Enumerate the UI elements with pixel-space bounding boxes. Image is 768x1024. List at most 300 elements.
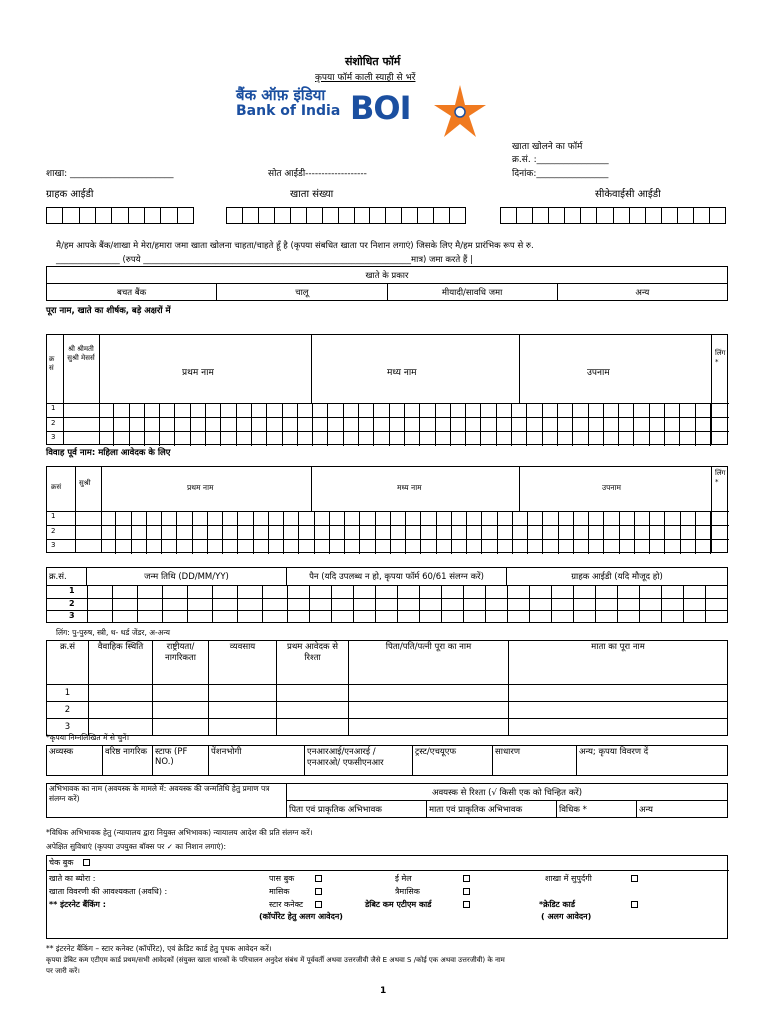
char-box[interactable] [617, 586, 639, 598]
char-box[interactable] [589, 511, 604, 525]
cell[interactable] [349, 719, 509, 736]
char-box[interactable] [574, 540, 589, 554]
char-box[interactable] [114, 432, 129, 446]
char-box[interactable] [345, 511, 360, 525]
char-box[interactable] [595, 611, 617, 623]
category-minor[interactable]: अव्यस्क [47, 746, 103, 776]
char-box[interactable] [267, 403, 282, 417]
char-box[interactable] [467, 540, 482, 554]
char-box[interactable] [101, 511, 116, 525]
char-box[interactable] [650, 403, 665, 417]
char-box[interactable] [223, 526, 238, 540]
char-box[interactable] [705, 611, 727, 623]
char-box[interactable] [482, 511, 497, 525]
char-box[interactable] [543, 418, 558, 432]
cell[interactable] [153, 719, 209, 736]
char-box[interactable] [528, 511, 543, 525]
category-other[interactable]: अन्य; कृपया विवरण दें [577, 746, 728, 776]
char-box[interactable] [162, 511, 177, 525]
char-box[interactable] [374, 403, 389, 417]
char-box[interactable] [315, 511, 330, 525]
char-box[interactable] [619, 403, 634, 417]
char-box[interactable] [331, 611, 353, 623]
char-box[interactable] [309, 586, 331, 598]
char-box[interactable] [574, 511, 589, 525]
monthly-option[interactable] [269, 886, 289, 897]
char-box[interactable] [191, 418, 206, 432]
cell[interactable] [209, 719, 277, 736]
char-box[interactable] [681, 511, 696, 525]
char-box[interactable] [208, 526, 223, 540]
char-box[interactable] [620, 511, 635, 525]
char-box[interactable] [176, 418, 191, 432]
char-box[interactable] [419, 586, 441, 598]
char-box[interactable] [482, 540, 497, 554]
char-box[interactable] [391, 511, 406, 525]
char-box[interactable] [665, 403, 680, 417]
account-type-other[interactable]: अन्य [557, 284, 727, 301]
char-box[interactable] [375, 611, 397, 623]
char-box[interactable] [206, 403, 221, 417]
char-box[interactable] [87, 611, 112, 623]
char-box[interactable] [589, 418, 604, 432]
char-box[interactable] [604, 418, 619, 432]
char-box[interactable] [315, 526, 330, 540]
char-box[interactable] [573, 586, 595, 598]
char-box[interactable] [452, 526, 467, 540]
char-box[interactable] [176, 432, 191, 446]
char-box[interactable] [512, 432, 527, 446]
char-box[interactable] [573, 432, 588, 446]
char-box[interactable] [252, 432, 267, 446]
char-box[interactable] [283, 432, 298, 446]
char-box[interactable] [551, 611, 573, 623]
char-box[interactable] [254, 540, 269, 554]
char-box[interactable] [680, 418, 695, 432]
char-box[interactable] [223, 511, 238, 525]
char-box[interactable] [114, 403, 129, 417]
char-box[interactable] [573, 403, 588, 417]
cell[interactable] [89, 685, 153, 702]
char-box[interactable] [187, 586, 212, 598]
char-box[interactable] [376, 540, 391, 554]
char-box[interactable] [466, 403, 481, 417]
char-box[interactable] [191, 432, 206, 446]
char-box[interactable] [137, 586, 162, 598]
char-box[interactable] [116, 540, 131, 554]
char-box[interactable] [223, 540, 238, 554]
char-box[interactable] [208, 540, 223, 554]
char-box[interactable] [696, 526, 711, 540]
cell[interactable] [277, 685, 349, 702]
customer-id-boxes[interactable] [46, 207, 194, 224]
char-box[interactable] [696, 540, 711, 554]
char-box[interactable] [284, 526, 299, 540]
char-box[interactable] [436, 432, 451, 446]
char-box[interactable] [132, 540, 147, 554]
full-name-grid[interactable] [47, 403, 729, 445]
quarterly-checkbox[interactable] [463, 888, 470, 895]
char-box[interactable] [329, 403, 344, 417]
char-box[interactable] [344, 432, 359, 446]
char-box[interactable] [683, 611, 705, 623]
cell[interactable] [277, 702, 349, 719]
char-box[interactable] [206, 418, 221, 432]
char-box[interactable] [162, 526, 177, 540]
char-box[interactable] [665, 511, 680, 525]
char-box[interactable] [238, 540, 253, 554]
char-box[interactable] [330, 511, 345, 525]
char-box[interactable] [160, 418, 175, 432]
char-box[interactable] [482, 403, 497, 417]
char-box[interactable] [390, 418, 405, 432]
cell[interactable] [509, 719, 728, 736]
category-general[interactable]: साधारण [493, 746, 577, 776]
char-box[interactable] [130, 432, 145, 446]
monthly-checkbox[interactable] [315, 888, 322, 895]
char-box[interactable] [162, 586, 187, 598]
char-box[interactable] [187, 611, 212, 623]
char-box[interactable] [467, 526, 482, 540]
char-box[interactable] [360, 511, 375, 525]
char-box[interactable] [313, 418, 328, 432]
char-box[interactable] [101, 540, 116, 554]
char-box[interactable] [420, 432, 435, 446]
char-box[interactable] [604, 511, 619, 525]
char-box[interactable] [635, 511, 650, 525]
char-box[interactable] [635, 432, 650, 446]
char-box[interactable] [147, 540, 162, 554]
char-box[interactable] [650, 540, 665, 554]
char-box[interactable] [441, 586, 463, 598]
category-staff[interactable]: स्टाफ (PF NO.) [153, 746, 209, 776]
char-box[interactable] [329, 418, 344, 432]
account-type-term-deposit[interactable]: मीयादी/सावधि जमा [387, 284, 557, 301]
char-box[interactable] [498, 526, 513, 540]
char-box[interactable] [132, 526, 147, 540]
char-box[interactable] [451, 403, 466, 417]
char-box[interactable] [604, 432, 619, 446]
star-connect-checkbox[interactable] [315, 901, 322, 908]
char-box[interactable] [374, 432, 389, 446]
char-box[interactable] [147, 526, 162, 540]
char-box[interactable] [665, 432, 680, 446]
char-box[interactable] [267, 432, 282, 446]
char-box[interactable] [237, 586, 262, 598]
guardian-other[interactable]: अन्य [637, 801, 728, 818]
char-box[interactable] [589, 432, 604, 446]
char-box[interactable] [497, 432, 512, 446]
char-box[interactable] [507, 611, 529, 623]
char-box[interactable] [237, 432, 252, 446]
char-box[interactable] [512, 418, 527, 432]
char-box[interactable] [681, 540, 696, 554]
char-box[interactable] [269, 511, 284, 525]
account-type-savings[interactable]: बचत बैंक [47, 284, 217, 301]
char-box[interactable] [176, 403, 191, 417]
char-box[interactable] [466, 432, 481, 446]
char-box[interactable] [221, 418, 236, 432]
star-connect-option[interactable] [269, 899, 303, 910]
char-box[interactable] [635, 418, 650, 432]
char-box[interactable] [147, 511, 162, 525]
char-box[interactable] [543, 403, 558, 417]
passbook-checkbox[interactable] [315, 875, 322, 882]
char-box[interactable] [299, 540, 314, 554]
char-box[interactable] [589, 403, 604, 417]
char-box[interactable] [617, 611, 639, 623]
char-box[interactable] [513, 511, 528, 525]
char-box[interactable] [573, 418, 588, 432]
char-box[interactable] [298, 403, 313, 417]
char-box[interactable] [313, 403, 328, 417]
char-box[interactable] [390, 432, 405, 446]
passbook-option[interactable] [269, 873, 294, 884]
char-box[interactable] [437, 511, 452, 525]
char-box[interactable] [208, 511, 223, 525]
char-box[interactable] [463, 611, 485, 623]
char-box[interactable] [507, 586, 529, 598]
char-box[interactable] [130, 403, 145, 417]
char-box[interactable] [374, 418, 389, 432]
cheque-book-option[interactable] [49, 857, 90, 868]
char-box[interactable] [543, 511, 558, 525]
char-box[interactable] [513, 526, 528, 540]
char-box[interactable] [330, 526, 345, 540]
char-box[interactable] [193, 511, 208, 525]
char-box[interactable] [269, 540, 284, 554]
char-box[interactable] [513, 540, 528, 554]
char-box[interactable] [696, 418, 711, 432]
char-box[interactable] [420, 418, 435, 432]
email-checkbox[interactable] [463, 875, 470, 882]
char-box[interactable] [406, 526, 421, 540]
char-box[interactable] [376, 526, 391, 540]
char-box[interactable] [359, 418, 374, 432]
maiden-name-grid[interactable] [47, 511, 729, 553]
char-box[interactable] [298, 418, 313, 432]
category-trust-huf[interactable]: ट्रस्ट/एचयूएफ [413, 746, 493, 776]
category-senior-citizen[interactable]: वरिष्ठ नागरिक [103, 746, 153, 776]
char-box[interactable] [87, 586, 112, 598]
char-box[interactable] [177, 526, 192, 540]
char-box[interactable] [665, 540, 680, 554]
char-box[interactable] [283, 418, 298, 432]
char-box[interactable] [262, 586, 287, 598]
char-box[interactable] [595, 586, 617, 598]
char-box[interactable] [558, 403, 573, 417]
char-box[interactable] [406, 511, 421, 525]
char-box[interactable] [221, 432, 236, 446]
char-box[interactable] [376, 511, 391, 525]
char-box[interactable] [696, 403, 711, 417]
char-box[interactable] [635, 540, 650, 554]
char-box[interactable] [99, 418, 114, 432]
cell[interactable] [349, 702, 509, 719]
char-box[interactable] [619, 418, 634, 432]
char-box[interactable] [145, 432, 160, 446]
char-box[interactable] [252, 418, 267, 432]
char-box[interactable] [543, 540, 558, 554]
branch-delivery-option[interactable] [545, 873, 592, 884]
char-box[interactable] [529, 611, 551, 623]
char-box[interactable] [527, 418, 542, 432]
cell[interactable] [349, 685, 509, 702]
char-box[interactable] [116, 511, 131, 525]
char-box[interactable] [527, 403, 542, 417]
char-box[interactable] [661, 611, 683, 623]
char-box[interactable] [683, 586, 705, 598]
char-box[interactable] [543, 526, 558, 540]
char-box[interactable] [345, 540, 360, 554]
char-box[interactable] [397, 611, 419, 623]
char-box[interactable] [177, 511, 192, 525]
char-box[interactable] [237, 403, 252, 417]
char-box[interactable] [419, 611, 441, 623]
char-box[interactable] [451, 432, 466, 446]
char-box[interactable] [620, 540, 635, 554]
char-box[interactable] [238, 511, 253, 525]
char-box[interactable] [206, 432, 221, 446]
char-box[interactable] [284, 511, 299, 525]
char-box[interactable] [558, 418, 573, 432]
char-box[interactable] [405, 403, 420, 417]
char-box[interactable] [331, 586, 353, 598]
char-box[interactable] [397, 586, 419, 598]
char-box[interactable] [212, 611, 237, 623]
cell[interactable] [209, 685, 277, 702]
account-type-current[interactable]: चालू [217, 284, 387, 301]
char-box[interactable] [650, 526, 665, 540]
char-box[interactable] [160, 432, 175, 446]
char-box[interactable] [529, 586, 551, 598]
char-box[interactable] [639, 586, 661, 598]
char-box[interactable] [116, 526, 131, 540]
char-box[interactable] [665, 526, 680, 540]
char-box[interactable] [497, 403, 512, 417]
char-box[interactable] [665, 418, 680, 432]
char-box[interactable] [284, 540, 299, 554]
char-box[interactable] [212, 586, 237, 598]
date-field[interactable]: दिनांक:________________ [512, 169, 609, 179]
char-box[interactable] [406, 540, 421, 554]
char-box[interactable] [485, 586, 507, 598]
char-box[interactable] [559, 540, 574, 554]
serial-number-field[interactable]: क्र.सं. :________________ [512, 155, 609, 165]
char-box[interactable] [436, 403, 451, 417]
char-box[interactable] [112, 611, 137, 623]
char-box[interactable] [451, 418, 466, 432]
char-box[interactable] [101, 526, 116, 540]
char-box[interactable] [441, 611, 463, 623]
char-box[interactable] [543, 432, 558, 446]
char-box[interactable] [573, 611, 595, 623]
char-box[interactable] [162, 540, 177, 554]
char-box[interactable] [498, 540, 513, 554]
dob-pan-grid[interactable] [46, 586, 728, 623]
char-box[interactable] [680, 403, 695, 417]
char-box[interactable] [527, 432, 542, 446]
char-box[interactable] [635, 403, 650, 417]
source-id-field[interactable]: सोत आईडी------------------- [268, 169, 367, 179]
char-box[interactable] [696, 432, 711, 446]
char-box[interactable] [421, 526, 436, 540]
char-box[interactable] [145, 418, 160, 432]
cell[interactable] [153, 702, 209, 719]
char-box[interactable] [345, 526, 360, 540]
quarterly-option[interactable] [395, 886, 420, 897]
char-box[interactable] [299, 526, 314, 540]
char-box[interactable] [635, 526, 650, 540]
char-box[interactable] [287, 586, 309, 598]
char-box[interactable] [559, 526, 574, 540]
char-box[interactable] [421, 540, 436, 554]
char-box[interactable] [112, 586, 137, 598]
char-box[interactable] [137, 611, 162, 623]
char-box[interactable] [330, 540, 345, 554]
char-box[interactable] [238, 526, 253, 540]
char-box[interactable] [353, 586, 375, 598]
char-box[interactable] [405, 418, 420, 432]
branch-field[interactable]: शाखा: _______________________ [46, 169, 174, 179]
char-box[interactable] [375, 586, 397, 598]
char-box[interactable] [639, 611, 661, 623]
char-box[interactable] [267, 418, 282, 432]
char-box[interactable] [604, 540, 619, 554]
char-box[interactable] [680, 432, 695, 446]
char-box[interactable] [482, 432, 497, 446]
char-box[interactable] [452, 540, 467, 554]
char-box[interactable] [193, 526, 208, 540]
char-box[interactable] [344, 418, 359, 432]
char-box[interactable] [405, 432, 420, 446]
cell[interactable] [509, 685, 728, 702]
char-box[interactable] [512, 403, 527, 417]
char-box[interactable] [437, 540, 452, 554]
char-box[interactable] [162, 611, 187, 623]
cell[interactable] [509, 702, 728, 719]
char-box[interactable] [329, 432, 344, 446]
char-box[interactable] [436, 418, 451, 432]
cell[interactable] [89, 702, 153, 719]
char-box[interactable] [437, 526, 452, 540]
debit-card-option[interactable] [365, 899, 431, 910]
char-box[interactable] [589, 526, 604, 540]
cheque-book-checkbox[interactable] [83, 859, 90, 866]
char-box[interactable] [604, 526, 619, 540]
char-box[interactable] [145, 403, 160, 417]
char-box[interactable] [262, 611, 287, 623]
char-box[interactable] [589, 540, 604, 554]
char-box[interactable] [558, 432, 573, 446]
char-box[interactable] [254, 526, 269, 540]
char-box[interactable] [391, 540, 406, 554]
credit-card-option[interactable] [539, 899, 575, 910]
char-box[interactable] [221, 403, 236, 417]
char-box[interactable] [498, 511, 513, 525]
char-box[interactable] [466, 418, 481, 432]
char-box[interactable] [287, 611, 309, 623]
char-box[interactable] [359, 432, 374, 446]
char-box[interactable] [421, 511, 436, 525]
char-box[interactable] [130, 418, 145, 432]
guardian-legal[interactable]: विधिक * [557, 801, 637, 818]
char-box[interactable] [360, 526, 375, 540]
char-box[interactable] [391, 526, 406, 540]
cell[interactable] [277, 719, 349, 736]
char-box[interactable] [482, 526, 497, 540]
char-box[interactable] [193, 540, 208, 554]
